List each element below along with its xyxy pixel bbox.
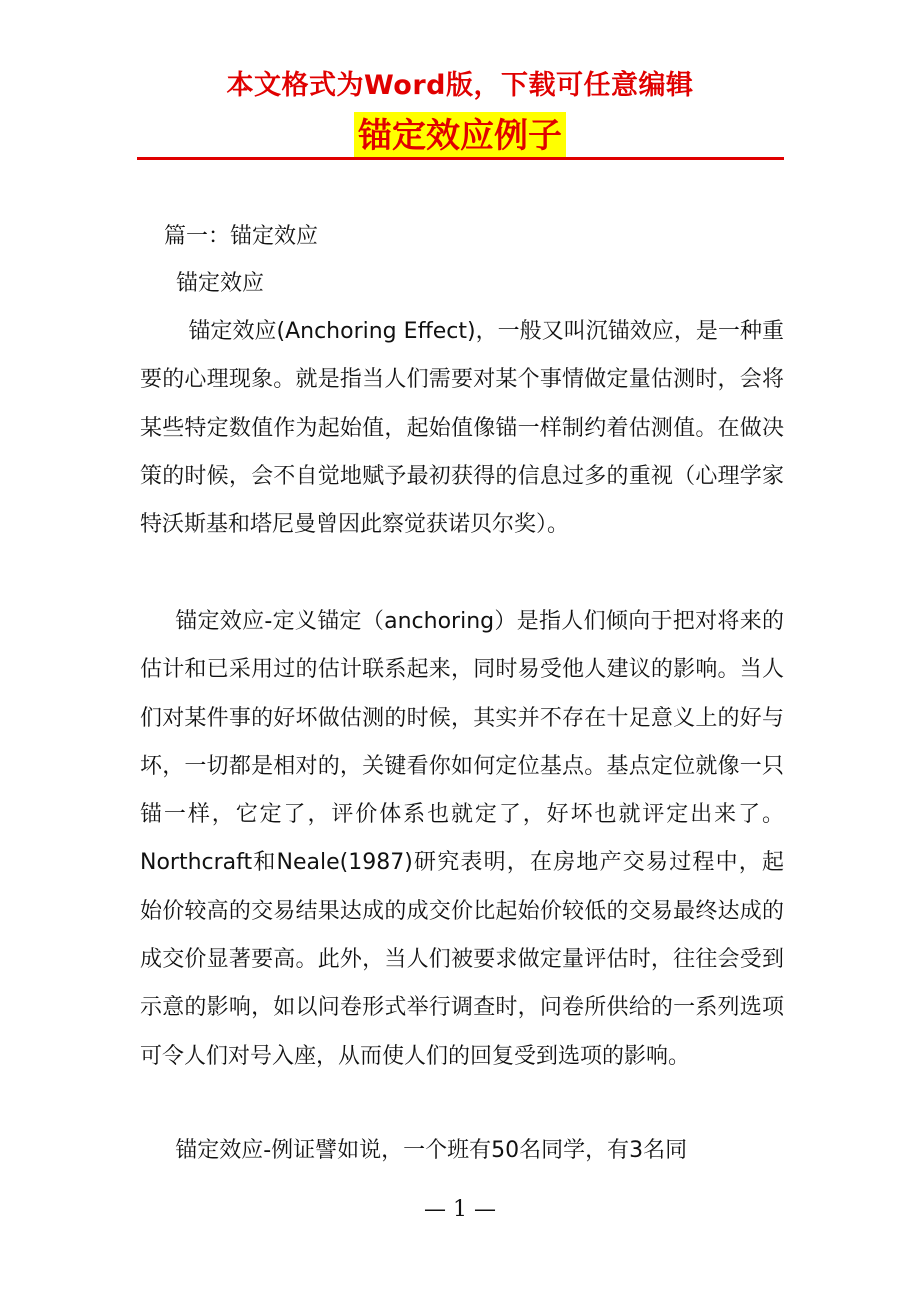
title-container	[0, 112, 920, 160]
document-title: 锚定效应例子	[354, 112, 566, 160]
paragraph-definition: 锚定效应(Anchoring Effect)，一般又叫沉锚效应，是一种重要的心理现象。就是指当人们需要对某个事情做定量估测时，会将某些特定数值作为起始值，起始值像锚一样制约着估测值。在做决策的时候，会不自觉地赋予最初获得的信息过多的重视（心理学家特沃斯基和塔尼曼曾因此察觉获诺贝尔奖）。	[140, 319, 784, 538]
section-heading: 篇一：锚定效应	[164, 224, 319, 249]
title-divider	[137, 157, 784, 160]
page-number: — 1 —	[424, 1197, 496, 1222]
sub-heading: 锚定效应	[176, 271, 265, 296]
download-banner: 本文格式为Word版，下载可任意编辑	[226, 70, 694, 101]
paragraph-example: 锚定效应-例证譬如说，一个班有50名同学，有3名同	[175, 1138, 688, 1163]
paragraph-anchoring-definition: 锚定效应-定义锚定（anchoring）是指人们倾向于把对将来的估计和已采用过的估计联系起来，同时易受他人建议的影响。当人们对某件事的好坏做估测的时候，其实并不存在十足意义上的好与坏，一切都是相对的，关键看你如何定位基点。基点定位就像一只锚一样，它定了，评价体系也就定了，好坏也就评定出来了。Northcraft和Neale(1987)研究表明，在房地产交易过程中，起始价较高的交易结果达成的成交价比起始价较低的交易最终达成的成交价显著要高。此外，当人们被要求做定量评估时，往往会受到示意的影响，如以问卷形式举行调查时，问卷所供给的一系列选项可令人们对号入座，从而使人们的回复受到选项的影响。	[140, 609, 784, 1069]
